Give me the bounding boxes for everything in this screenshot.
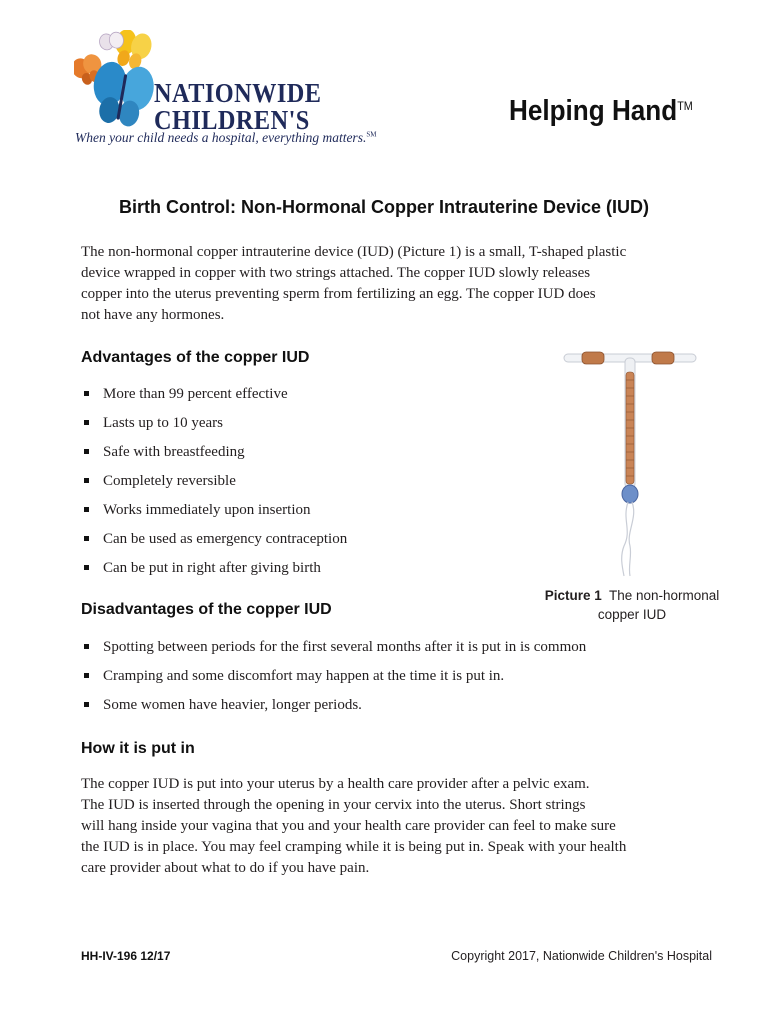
- paragraph-line: The copper IUD is put into your uterus by a health care provider after a pelvic exam.: [81, 776, 590, 792]
- tagline-text: When your child needs a hospital, everything matters.: [75, 130, 367, 145]
- advantages-heading: Advantages of the copper IUD: [81, 349, 310, 366]
- org-name-line-1: NATIONWIDE: [154, 78, 322, 108]
- butterflies-logo-icon: [74, 30, 164, 130]
- tagline-service-mark: SM: [366, 130, 377, 139]
- list-item-text: Can be put in right after giving birth: [103, 560, 321, 576]
- bullet-square-icon: [84, 391, 89, 396]
- how-it-is-put-in-heading: How it is put in: [81, 740, 195, 757]
- bullet-square-icon: [84, 449, 89, 454]
- intro-line: The non-hormonal copper intrauterine device (IUD) (Picture 1) is a small, T-shaped plastic: [81, 244, 627, 260]
- picture-caption: [532, 586, 732, 624]
- list-item: [81, 413, 347, 442]
- series-title-text: Helping Hand: [509, 95, 678, 127]
- list-item-text: Completely reversible: [103, 473, 236, 489]
- bullet-square-icon: [84, 420, 89, 425]
- bullet-square-icon: [84, 507, 89, 512]
- how-it-is-put-in-paragraph: [81, 774, 721, 879]
- paragraph-line: will hang inside your vagina that you and your health care provider can feel to make sure: [81, 818, 616, 834]
- bullet-square-icon: [84, 536, 89, 541]
- series-title: [509, 95, 693, 128]
- advantages-list: [81, 384, 347, 587]
- list-item-text: Spotting between periods for the first several months after it is put in is common: [103, 639, 587, 655]
- list-item: [81, 529, 347, 558]
- disadvantages-list: [81, 637, 586, 724]
- paragraph-line: the IUD is in place. You may feel cramping while it is being put in. Speak with your health: [81, 839, 627, 855]
- picture-label: Picture 1: [544, 588, 602, 603]
- bullet-square-icon: [84, 478, 89, 483]
- bullet-square-icon: [84, 702, 89, 707]
- list-item-text: More than 99 percent effective: [103, 386, 288, 402]
- list-item-text: Lasts up to 10 years: [103, 415, 223, 431]
- list-item: [81, 471, 347, 500]
- disadvantages-heading: Disadvantages of the copper IUD: [81, 601, 332, 618]
- document-title: Birth Control: Non-Hormonal Copper Intrauterine Device (IUD): [118, 197, 649, 217]
- paragraph-line: The IUD is inserted through the opening in your cervix into the uterus. Short strings: [81, 797, 586, 813]
- paragraph-line: care provider about what to do if you have pain.: [81, 860, 370, 876]
- list-item: [81, 558, 347, 587]
- org-name-line-2: CHILDREN'S: [154, 105, 310, 135]
- copyright-notice: Copyright 2017, Nationwide Children's Hospital: [451, 949, 712, 963]
- list-item: [81, 384, 347, 413]
- list-item-text: Can be used as emergency contraception: [103, 531, 348, 547]
- intro-line: device wrapped in copper with two strings attached. The copper IUD slowly releases: [81, 265, 591, 281]
- list-item-text: Some women have heavier, longer periods.: [103, 697, 362, 713]
- caption-line-1: The non-hormonal: [608, 588, 720, 603]
- list-item-text: Cramping and some discomfort may happen at the time it is put in.: [103, 668, 505, 684]
- intro-line: not have any hormones.: [81, 307, 225, 323]
- caption-line-2: copper IUD: [597, 607, 667, 622]
- list-item: [81, 500, 347, 529]
- list-item: [81, 695, 586, 724]
- bullet-square-icon: [84, 565, 89, 570]
- copper-iud-picture: [560, 340, 700, 580]
- intro-line: copper into the uterus preventing sperm from fertilizing an egg. The copper IUD does: [81, 286, 596, 302]
- intro-paragraph: [81, 242, 701, 326]
- bullet-square-icon: [84, 673, 89, 678]
- list-item: [81, 666, 586, 695]
- trademark-mark: TM: [677, 99, 693, 113]
- tagline: [75, 130, 376, 146]
- list-item-text: Works immediately upon insertion: [103, 502, 311, 518]
- list-item: [81, 637, 586, 666]
- nationwide-childrens-logo: [74, 30, 377, 152]
- bullet-square-icon: [84, 644, 89, 649]
- list-item-text: Safe with breastfeeding: [103, 444, 245, 460]
- document-code: HH-IV-196 12/17: [81, 949, 171, 963]
- list-item: [81, 442, 347, 471]
